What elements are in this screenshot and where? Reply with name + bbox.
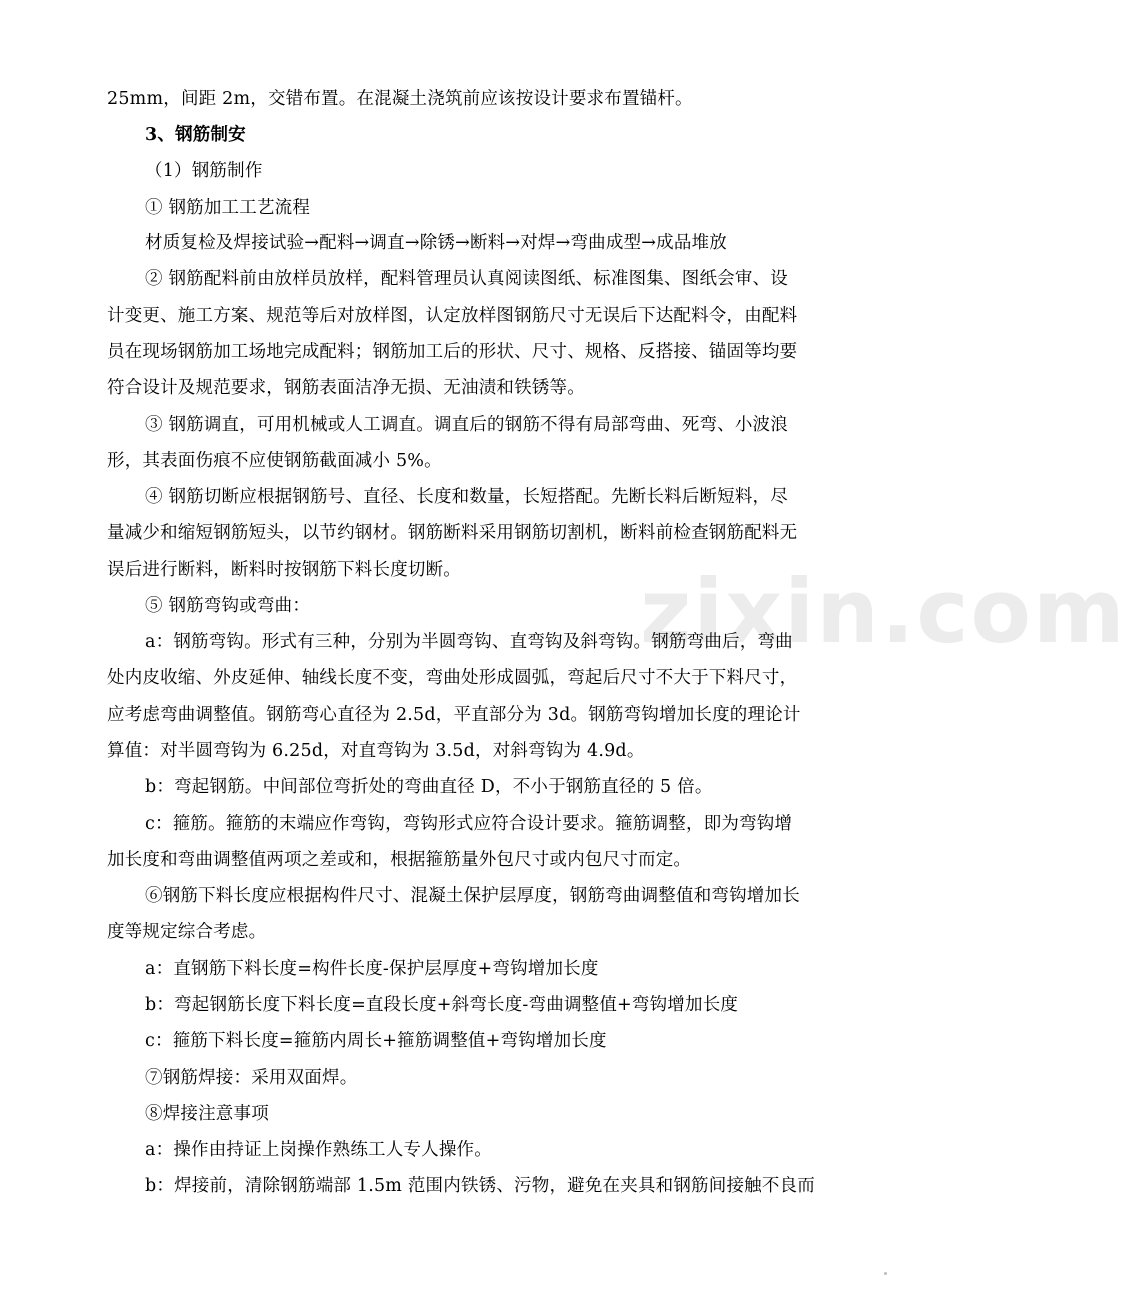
paragraph-line: 误后进行断料，断料时按钢筋下料长度切断。 [107, 560, 461, 580]
paragraph-line: ④ 钢筋切断应根据钢筋号、直径、长度和数量，长短搭配。先断长料后断短料，尽 [145, 487, 788, 507]
corner-mark [884, 1272, 887, 1275]
paragraph-line: 应考虑弯曲调整值。钢筋弯心直径为 2.5d，平直部分为 3d。钢筋弯钩增加长度的理论计 [107, 705, 801, 725]
paragraph-line: 量减少和缩短钢筋短头，以节约钢材。钢筋断料采用钢筋切割机，断料前检查钢筋配料无 [107, 523, 798, 543]
paragraph-line: 计变更、施工方案、规范等后对放样图，认定放样图钢筋尺寸无误后下达配料令，由配料 [107, 306, 798, 326]
paragraph-line: 算值：对半圆弯钩为 6.25d，对直弯钩为 3.5d，对斜弯钩为 4.9d。 [107, 741, 645, 761]
paragraph-line: b：弯起钢筋。中间部位弯折处的弯曲直径 D，不小于钢筋直径的 5 倍。 [145, 777, 713, 797]
paragraph-line: a：钢筋弯钩。形式有三种，分别为半圆弯钩、直弯钩及斜弯钩。钢筋弯曲后，弯曲 [145, 632, 793, 652]
paragraph-line: b：焊接前，清除钢筋端部 1.5m 范围内铁锈、污物，避免在夹具和钢筋间接触不良而 [145, 1176, 815, 1196]
paragraph-line: c：箍筋。箍筋的末端应作弯钩，弯钩形式应符合设计要求。箍筋调整，即为弯钩增 [145, 814, 793, 834]
paragraph-line: ③ 钢筋调直，可用机械或人工调直。调直后的钢筋不得有局部弯曲、死弯、小波浪 [145, 415, 788, 435]
paragraph-line: 度等规定综合考虑。 [107, 922, 267, 942]
paragraph-line: a：直钢筋下料长度=构件长度-保护层厚度+弯钩增加长度 [145, 959, 599, 979]
paragraph-line: ⑦钢筋焊接：采用双面焊。 [145, 1068, 358, 1088]
paragraph-line: 材质复检及焊接试验→配料→调直→除锈→断料→对焊→弯曲成型→成品堆放 [145, 233, 727, 253]
paragraph-line: a：操作由持证上岗操作熟练工人专人操作。 [145, 1140, 492, 1160]
paragraph-line: ① 钢筋加工工艺流程 [145, 198, 311, 218]
paragraph-line: 处内皮收缩、外皮延伸、轴线长度不变，弯曲处形成圆弧，弯起后尺寸不大于下料尺寸， [107, 668, 798, 688]
paragraph-line: ⑧焊接注意事项 [145, 1104, 269, 1124]
paragraph-line: 形，其表面伤痕不应使钢筋截面减小 5%。 [107, 451, 442, 471]
paragraph-line: ⑤ 钢筋弯钩或弯曲： [145, 596, 311, 616]
watermark: zixin.com [640, 560, 1127, 663]
paragraph-line: ② 钢筋配料前由放样员放样，配料管理员认真阅读图纸、标准图集、图纸会审、设 [145, 269, 788, 289]
paragraph-line: c：箍筋下料长度=箍筋内周长+箍筋调整值+弯钩增加长度 [145, 1031, 607, 1051]
subsection-heading: （1）钢筋制作 [145, 161, 263, 181]
paragraph-line: 加长度和弯曲调整值两项之差或和，根据箍筋量外包尺寸或内包尺寸而定。 [107, 850, 692, 870]
paragraph-line: b：弯起钢筋长度下料长度=直段长度+斜弯长度-弯曲调整值+弯钩增加长度 [145, 995, 739, 1015]
paragraph-line: 25mm，间距 2m，交错布置。在混凝土浇筑前应该按设计要求布置锚杆。 [107, 89, 693, 109]
paragraph-line: 员在现场钢筋加工场地完成配料；钢筋加工后的形状、尺寸、规格、反搭接、锚固等均要 [107, 342, 798, 362]
paragraph-line: 符合设计及规范要求，钢筋表面洁净无损、无油渍和铁锈等。 [107, 378, 585, 398]
paragraph-line: ⑥钢筋下料长度应根据构件尺寸、混凝土保护层厚度，钢筋弯曲调整值和弯钩增加长 [145, 886, 800, 906]
section-heading: 3、钢筋制安 [145, 125, 246, 145]
